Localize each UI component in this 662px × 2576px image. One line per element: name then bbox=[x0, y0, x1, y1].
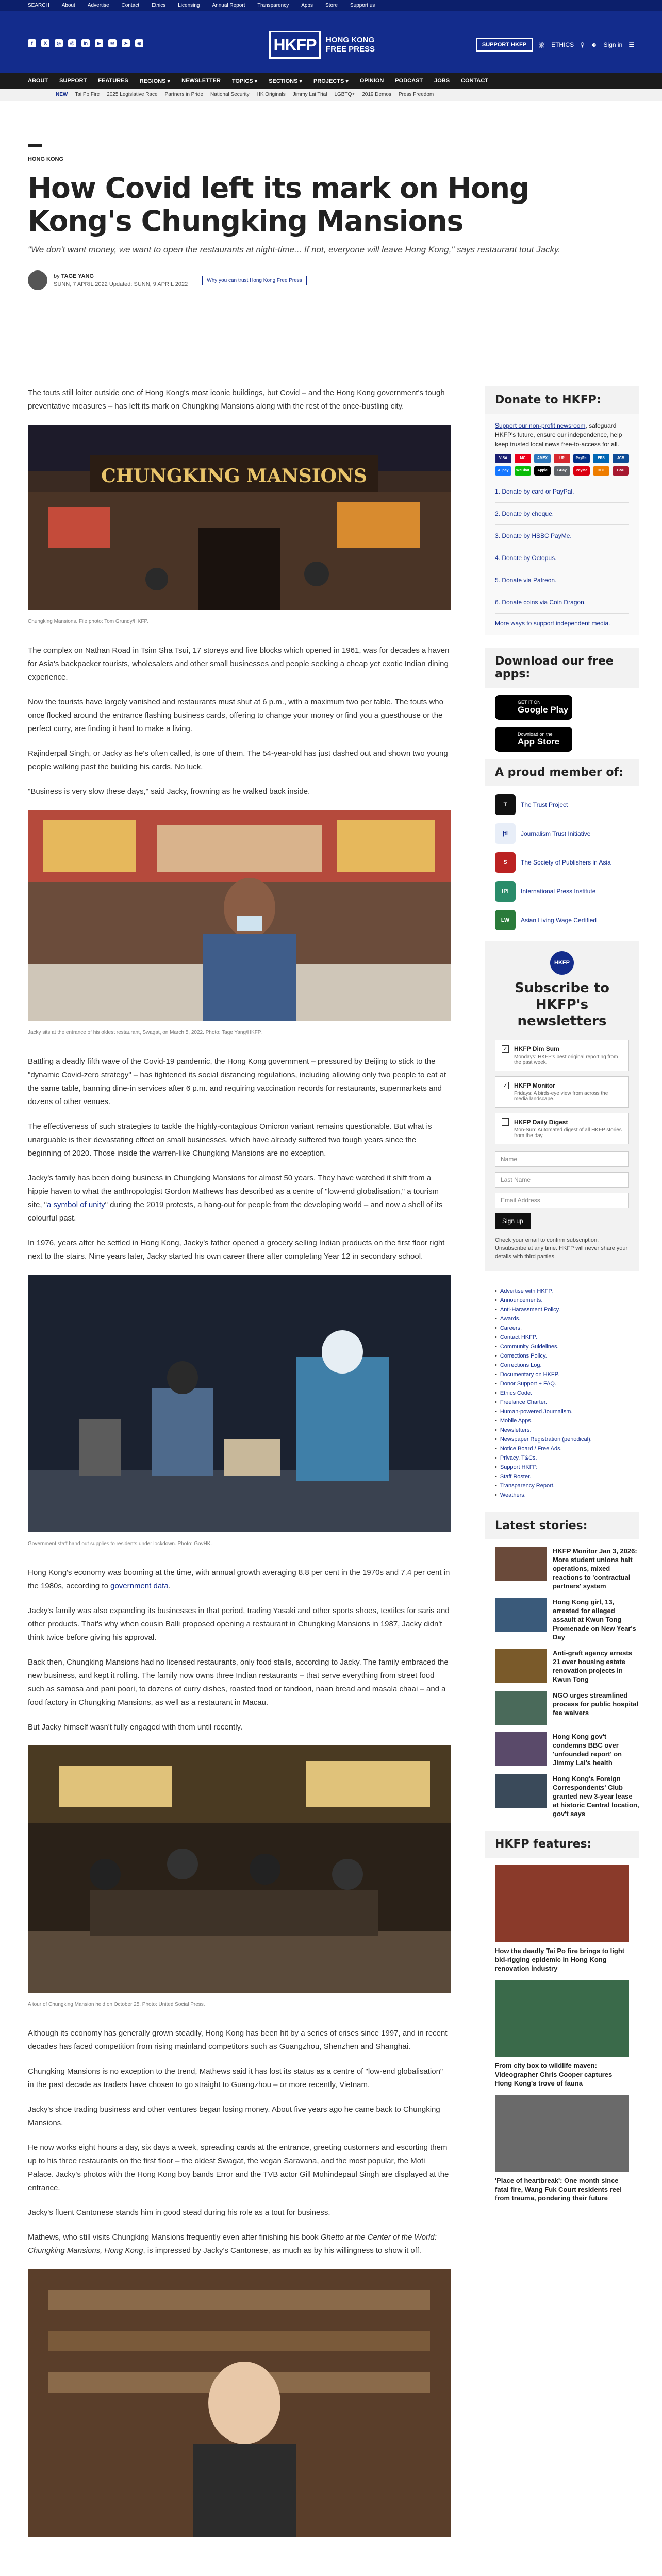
topbar-search[interactable]: SEARCH bbox=[28, 3, 49, 8]
byline-prefix: by bbox=[54, 273, 60, 279]
photo-caption: Chungking Mansions. File photo: Tom Grundy/HKFP. bbox=[28, 619, 148, 624]
paragraph: In 1976, years after he settled in Hong Kong, Jacky's father opened a grocery selling Indian products on the first floor right next to the stairs. Nine years later, Jacky started his own career there after completing Year 12 in secondary school. bbox=[28, 1239, 445, 1261]
topbar-licensing[interactable]: Licensing bbox=[178, 3, 200, 8]
latest-story[interactable]: Anti-graft agency arrests 21 over housing estate renovation projects in Kwun Tong bbox=[495, 1649, 639, 1684]
author-name[interactable]: TAGE YANG bbox=[61, 273, 94, 279]
member-trust-project[interactable]: T The Trust Project bbox=[495, 794, 629, 815]
google-play-button[interactable]: GET IT ON Google Play bbox=[495, 695, 572, 720]
instagram-icon[interactable]: ◎ bbox=[55, 39, 63, 47]
paragraph: The touts still loiter outside one of Hong Kong's most iconic buildings, but Covid – and the Hong Kong government's tough preventative measures – has left its mark on Chungking Mansions along with the rest of the once-bustling city. bbox=[28, 388, 445, 411]
topbar-annual-report[interactable]: Annual Report bbox=[212, 3, 245, 8]
donate-option[interactable]: 3. Donate by HSBC PayMe. bbox=[495, 525, 629, 547]
byline bbox=[28, 270, 636, 290]
telegram-icon[interactable]: ➤ bbox=[122, 39, 130, 47]
nav-podcast[interactable]: PODCAST bbox=[395, 78, 423, 84]
topbar-about[interactable]: About bbox=[61, 3, 75, 8]
about-link[interactable]: • Awards. bbox=[495, 1314, 639, 1324]
paragraph: He now works eight hours a day, six days a week, spreading cards at the entrance, greeting customers and escorting them up to his three restaurants on the first floor – the oldest Swagat, the vegan Saravana, and the most popular, the Moti Palace. Jacky's photos with the Hong Kong boy bands Error and the TVB actor Gill Mohindepaul Singh are displayed at the entrance. bbox=[28, 2143, 449, 2192]
article-title: How Covid left its mark on Hong Kong's Chungking Mansions bbox=[28, 172, 529, 238]
features-title: HKFP features: bbox=[485, 1831, 639, 1858]
about-link[interactable]: • Privacy, T&Cs. bbox=[495, 1453, 639, 1463]
boc-icon: BoC bbox=[613, 466, 629, 476]
newsletter-signup bbox=[485, 941, 639, 1271]
latest-story[interactable]: Hong Kong gov't condemns BBC over 'unfounded report' on Jimmy Lai's health bbox=[495, 1732, 639, 1767]
checkbox[interactable]: ✓ bbox=[502, 1045, 509, 1053]
paragraph: The complex on Nathan Road in Tsim Sha Tsui, 17 storeys and five blocks which opened in 1961, was for decades a haven for Asia's backpacker tourists, wholesalers and other small businesses and people seeking a cheap yet exotic Indian dining experience. bbox=[28, 646, 450, 682]
about-link[interactable]: • Community Guidelines. bbox=[495, 1342, 639, 1351]
support-button[interactable]: SUPPORT HKFP bbox=[476, 38, 533, 52]
donate-option[interactable]: 1. Donate by card or PayPal. bbox=[495, 481, 629, 503]
feature-story[interactable]: 'Place of heartbreak': One month since fatal fire, Wang Fuk Court residents reel from trauma, pondering their future bbox=[495, 2095, 629, 2202]
main-nav bbox=[0, 73, 662, 89]
topbar-support[interactable]: Support us bbox=[350, 3, 375, 8]
article-subtitle: "We don't want money, we want to open the restaurants at night-time... If not, everyone will leave Hong Kong," says restaurant tout Jacky. bbox=[28, 245, 561, 255]
topbar-store[interactable]: Store bbox=[325, 3, 338, 8]
apps-title: Download our free apps: bbox=[485, 648, 639, 688]
member-ipi[interactable]: IPI International Press Institute bbox=[495, 881, 629, 902]
about-link[interactable]: • Donor Support + FAQ. bbox=[495, 1379, 639, 1388]
feature-image bbox=[495, 1865, 629, 1942]
paragraph: Jacky's family was also expanding its businesses in that period, trading Yasaki and other sports shoes, textiles for saris and other products. That's why when cousin Balli proposed opening a restaurant in Chungking Mansions in 1987, Jacky didn't think twice before giving his approval. bbox=[28, 1606, 450, 1642]
living-wage-icon: LW bbox=[495, 910, 516, 930]
article-category[interactable]: HONG KONG bbox=[28, 156, 64, 162]
jti-icon: jti bbox=[495, 823, 516, 844]
social-links bbox=[28, 39, 143, 47]
nav-regions[interactable]: REGIONS ▾ bbox=[139, 78, 171, 84]
paragraph: Chungking Mansions is no exception to the trend, Mathews said it has lost its status as a centre of "low-end globalisation" in the past decade as traders have chosen to go straight to Guangzhou – or more recently, Vietnam. bbox=[28, 2067, 443, 2089]
last-name-field[interactable]: Last Name bbox=[495, 1172, 629, 1188]
email-field[interactable]: Email Address bbox=[495, 1193, 629, 1208]
topbar-apps[interactable]: Apps bbox=[301, 3, 313, 8]
trust-project-icon: T bbox=[495, 794, 516, 815]
about-link[interactable]: • Staff Roster. bbox=[495, 1472, 639, 1481]
feature-image bbox=[495, 2095, 629, 2172]
nav-support[interactable]: SUPPORT bbox=[59, 78, 87, 84]
alipay-icon: Alipay bbox=[495, 466, 511, 476]
paragraph: "Business is very slow these days," said Jacky, frowning as he walked back inside. bbox=[28, 787, 310, 796]
about-links bbox=[485, 1286, 639, 1500]
about-link[interactable]: • Ethics Code. bbox=[495, 1388, 639, 1398]
feature-story[interactable]: How the deadly Tai Po fire brings to light bid-rigging epidemic in Hong Kong renovation industry bbox=[495, 1865, 629, 1973]
paypal-icon: PayPal bbox=[573, 454, 590, 463]
story-thumbnail bbox=[495, 1691, 547, 1725]
book-title: Ghetto at the Center of the World: Chungking Mansions, Hong Kong bbox=[28, 2233, 437, 2255]
linkedin-icon[interactable]: in bbox=[81, 39, 90, 47]
feature-image bbox=[495, 1980, 629, 2057]
nav-about[interactable]: ABOUT bbox=[28, 78, 48, 84]
nav-jobs[interactable]: JOBS bbox=[434, 78, 450, 84]
story-thumbnail bbox=[495, 1547, 547, 1581]
topbar-transparency[interactable]: Transparency bbox=[257, 3, 289, 8]
x-icon[interactable]: X bbox=[41, 39, 49, 47]
about-link[interactable]: • Notice Board / Free Ads. bbox=[495, 1444, 639, 1453]
wechat-icon: WeChat bbox=[515, 466, 531, 476]
story-thumbnail bbox=[495, 1598, 547, 1632]
photo-illustration bbox=[28, 810, 451, 1021]
signin-link[interactable]: Sign in bbox=[603, 41, 623, 48]
feature-story[interactable]: From city box to wildlife maven: Videographer Chris Cooper captures Hong Kong's trove of fauna bbox=[495, 1980, 629, 2088]
logo-mark: HKFP bbox=[269, 31, 321, 59]
donate-option[interactable]: 6. Donate coins via Coin Dragon. bbox=[495, 591, 629, 614]
about-link[interactable]: • Announcements. bbox=[495, 1296, 639, 1305]
kicker-bar bbox=[28, 144, 42, 147]
trending-item[interactable]: National Security bbox=[210, 92, 250, 97]
mastercard-icon: MC bbox=[515, 454, 531, 463]
nav-features[interactable]: FEATURES bbox=[98, 78, 128, 84]
story-thumbnail bbox=[495, 1649, 547, 1683]
nav-projects[interactable]: PROJECTS ▾ bbox=[313, 78, 349, 84]
facebook-icon[interactable]: f bbox=[28, 39, 36, 47]
nav-contact[interactable]: CONTACT bbox=[461, 78, 489, 84]
photo-illustration bbox=[28, 425, 451, 610]
site-logo[interactable] bbox=[269, 31, 393, 59]
about-link[interactable]: • Freelance Charter. bbox=[495, 1398, 639, 1407]
nav-topics[interactable]: TOPICS ▾ bbox=[231, 78, 258, 84]
checkbox[interactable]: ✓ bbox=[502, 1082, 509, 1089]
government-data-link[interactable]: government data bbox=[110, 1582, 169, 1590]
latest-story[interactable]: Hong Kong girl, 13, arrested for alleged assault at Kwun Tong Promenade on New Year's Day bbox=[495, 1598, 639, 1641]
threads-icon[interactable]: @ bbox=[68, 39, 76, 47]
member-jti[interactable]: jti Journalism Trust Initiative bbox=[495, 823, 629, 844]
payment-methods bbox=[495, 454, 629, 476]
donate-support-link[interactable]: Support our non-profit newsroom bbox=[495, 422, 586, 429]
latest-title: Latest stories: bbox=[485, 1512, 639, 1539]
article-body bbox=[28, 386, 451, 2542]
paragraph: Rajinderpal Singh, or Jacky as he's often called, is one of them. The 54-year-old has just dashed out and shown two young people walking past the building his cards. No luck. bbox=[28, 749, 448, 771]
about-link[interactable]: • Transparency Report. bbox=[495, 1481, 639, 1490]
member-sopa[interactable]: S The Society of Publishers in Asia bbox=[495, 852, 629, 873]
about-link[interactable]: • Careers. bbox=[495, 1324, 639, 1333]
topbar-contact[interactable]: Contact bbox=[121, 3, 139, 8]
menu-icon[interactable]: ☰ bbox=[628, 41, 634, 48]
member-living-wage[interactable]: LW Asian Living Wage Certified bbox=[495, 910, 629, 930]
amex-icon: AMEX bbox=[534, 454, 551, 463]
jcb-icon: JCB bbox=[613, 454, 629, 463]
sopa-icon: S bbox=[495, 852, 516, 873]
payme-icon: PayMe bbox=[573, 466, 590, 476]
octopus-icon: OCT bbox=[593, 466, 609, 476]
donate-title: Donate to HKFP: bbox=[485, 386, 639, 414]
about-link[interactable]: • Advertise with HKFP. bbox=[495, 1286, 639, 1296]
newsletter-option[interactable]: HKFP Daily Digest Mon-Sun: Automated digest of all HKFP stories from the day. bbox=[495, 1113, 629, 1144]
donate-option[interactable]: 2. Donate by cheque. bbox=[495, 503, 629, 525]
story-thumbnail bbox=[495, 1774, 547, 1808]
rss-icon[interactable]: ◉ bbox=[135, 39, 143, 47]
article-photo-mathews bbox=[28, 2269, 451, 2537]
newsletter-title: Subscribe to HKFP's newsletters bbox=[514, 980, 610, 1029]
checkbox[interactable] bbox=[502, 1118, 509, 1126]
new-badge: NEW bbox=[56, 92, 68, 97]
trending-item[interactable]: Tai Po Fire bbox=[75, 92, 100, 97]
site-header bbox=[0, 11, 662, 73]
photo-caption: A tour of Chungking Mansion held on October 25. Photo: United Social Press. bbox=[28, 2002, 205, 2007]
donate-option[interactable]: 4. Donate by Octopus. bbox=[495, 547, 629, 569]
trending-item[interactable]: 2019 Demos bbox=[362, 92, 391, 97]
publish-dates: SUNN, 7 APRIL 2022 Updated: SUNN, 9 APRIL 2022 bbox=[54, 281, 188, 287]
nav-opinion[interactable]: OPINION bbox=[359, 78, 384, 84]
about-link[interactable]: • Human-powered Journalism. bbox=[495, 1407, 639, 1416]
trending-nav bbox=[0, 89, 662, 101]
visa-icon: VISA bbox=[495, 454, 511, 463]
story-thumbnail bbox=[495, 1732, 547, 1766]
author-avatar bbox=[28, 270, 47, 290]
article-header bbox=[28, 144, 636, 310]
paragraph: Although its economy has generally grown steadily, Hong Kong has been hit by a series of crises since 1997, and in recent decades has faced competition from rising mainland competitors such as Guangzhou, Shenzhen and Shanghai. bbox=[28, 2029, 448, 2051]
user-icon[interactable]: ☻ bbox=[590, 41, 598, 48]
applepay-icon: Apple bbox=[534, 466, 551, 476]
paragraph: Jacky's family has been doing business in Chungking Mansions for almost 50 years. They have watched it shift from a hippie haven to what the anthropologist Gordon Mathews has described as a centre of "low-end globalisation," a tourism site, "a symbol of unity" during the 2019 protests, a hang-out for people from the developing world – and now a shell of its colourful past. bbox=[28, 1174, 443, 1223]
donate-panel: Support our non-profit newsroom, safeguard HKFP's future, ensure our independence, help keep trusted local news free-to-access for all. VISA MC AMEX UP PayPal FPS JCB Alipay WeChat Apple GPay PayMe OCT BoC 1. Donate by card or PayPal. 2. Donate by cheque. 3. Donate by HSBC PayMe. 4. Donate by Octopus. 5. Donate via Patreon. 6. Donate coins via Coin Dragon. More ways to support independent media. bbox=[485, 414, 639, 635]
email-icon[interactable]: ✉ bbox=[108, 39, 117, 47]
newsletter-option[interactable]: ✓ HKFP Dim Sum Mondays: HKFP's best original reporting from the past week. bbox=[495, 1040, 629, 1071]
about-link[interactable]: • Corrections Policy. bbox=[495, 1351, 639, 1361]
photo-caption: Jacky sits at the entrance of his oldest restaurant, Swagat, on March 5, 2022. Photo: Tage Yang/HKFP. bbox=[28, 1030, 262, 1036]
trust-link[interactable]: Why you can trust Hong Kong Free Press bbox=[202, 276, 307, 285]
paragraph: Battling a deadly fifth wave of the Covid-19 pandemic, the Hong Kong government – pressured by Beijing to stick to the "dynamic Covid-zero strategy" – has tightened its social distancing regulations, including allowing only two people to eat at the same table, banning dine-in services after 6 p.m. and requiring vaccination records for restaurants, supermarkets and dozens of other venues. bbox=[28, 1057, 446, 1106]
member-title: A proud member of: bbox=[485, 759, 639, 786]
trending-item[interactable]: LGBTQ+ bbox=[334, 92, 355, 97]
nav-sections[interactable]: SECTIONS ▾ bbox=[269, 78, 302, 84]
photo-illustration bbox=[28, 1745, 451, 1993]
sidebar bbox=[485, 386, 639, 2202]
article-photo-chungking bbox=[28, 425, 451, 610]
logo-line-2: FREE PRESS bbox=[326, 45, 375, 54]
youtube-icon[interactable]: ▶ bbox=[95, 39, 103, 47]
ethics-link[interactable]: ETHICS bbox=[551, 41, 574, 48]
about-link[interactable]: • Anti-Harassment Policy. bbox=[495, 1305, 639, 1314]
paragraph: Hong Kong's economy was booming at the time, with annual growth averaging 8.8 per cent in the 1970s and 7.4 per cent in the 1980s, according to government data. bbox=[28, 1568, 450, 1590]
more-ways-link[interactable]: More ways to support independent media. bbox=[495, 620, 610, 627]
latest-story[interactable]: HKFP Monitor Jan 3, 2026: More student unions halt operations, mixed reactions to 'contractual partners' system bbox=[495, 1547, 639, 1590]
language-toggle[interactable]: 繁 bbox=[539, 41, 545, 49]
symbol-of-unity-link[interactable]: a symbol of unity bbox=[47, 1200, 105, 1209]
ipi-icon: IPI bbox=[495, 881, 516, 902]
unionpay-icon: UP bbox=[554, 454, 570, 463]
trending-item[interactable]: HK Originals bbox=[256, 92, 286, 97]
trending-item[interactable]: Partners in Pride bbox=[164, 92, 204, 97]
paragraph: The effectiveness of such strategies to tackle the highly-contagious Omicron variant remains questionable. But what is unarguable is their devastating effect on small businesses, which have already suffered two tough years since the beginning of 2020. Those inside the warren-like Chungking Mansions are no exception. bbox=[28, 1122, 432, 1158]
svg-text:CHUNGKING MANSIONS: CHUNGKING MANSIONS bbox=[101, 465, 367, 487]
app-store-button[interactable]: Download on the App Store bbox=[495, 727, 572, 752]
fps-icon: FPS bbox=[593, 454, 609, 463]
about-link[interactable]: • Corrections Log. bbox=[495, 1361, 639, 1370]
hkfp-logo-icon: HKFP bbox=[550, 951, 574, 975]
first-name-field[interactable]: Name bbox=[495, 1151, 629, 1167]
topbar-advertise[interactable]: Advertise bbox=[87, 3, 109, 8]
logo-line-1: HONG KONG bbox=[326, 36, 375, 44]
utility-bar bbox=[0, 0, 662, 11]
header-actions bbox=[476, 38, 634, 52]
about-link[interactable]: • Newspaper Registration (periodical). bbox=[495, 1435, 639, 1444]
googlepay-icon: GPay bbox=[554, 466, 570, 476]
paragraph: But Jacky himself wasn't fully engaged with them until recently. bbox=[28, 1723, 243, 1732]
nav-newsletter[interactable]: NEWSLETTER bbox=[181, 78, 221, 84]
search-icon[interactable]: ⚲ bbox=[580, 41, 585, 48]
paragraph: Now the tourists have largely vanished and restaurants must shut at 6 p.m., with a maximum two per table. The touts who once flocked around the entrance flashing business cards, offering to change your money or find you a guesthouse or the perfect curry, are finding it hard to make a living. bbox=[28, 698, 443, 733]
about-link[interactable]: • Contact HKFP. bbox=[495, 1333, 639, 1342]
signup-button[interactable]: Sign up bbox=[495, 1213, 531, 1229]
trending-item[interactable]: 2025 Legislative Race bbox=[107, 92, 158, 97]
latest-story[interactable]: NGO urges streamlined process for public hospital fee waivers bbox=[495, 1691, 639, 1725]
trending-item[interactable]: Press Freedom bbox=[398, 92, 434, 97]
photo-illustration bbox=[28, 2269, 451, 2537]
donate-option[interactable]: 5. Donate via Patreon. bbox=[495, 569, 629, 591]
paragraph: Mathews, who still visits Chungking Mansions frequently even after finishing his book Ghetto at the Center of the World: Chungking Mansions, Hong Kong, is impressed by Jacky's Cantonese, as much as by his willingness to show it off. bbox=[28, 2233, 437, 2255]
article-photo-lockdown bbox=[28, 1275, 451, 1532]
paragraph: Jacky's fluent Cantonese stands him in good stead during his role as a tout for business. bbox=[28, 2208, 330, 2217]
about-link[interactable]: • Mobile Apps. bbox=[495, 1416, 639, 1426]
photo-illustration bbox=[28, 1275, 451, 1532]
about-link[interactable]: • Documentary on HKFP. bbox=[495, 1370, 639, 1379]
about-link[interactable]: • Weathers. bbox=[495, 1490, 639, 1500]
latest-story[interactable]: Hong Kong's Foreign Correspondents' Club granted new 3-year lease at historic Central location, gov't says bbox=[495, 1774, 639, 1818]
about-link[interactable]: • Support HKFP. bbox=[495, 1463, 639, 1472]
paragraph: Jacky's shoe trading business and other ventures began losing money. About five years ago he came back to Chungking Mansions. bbox=[28, 2105, 440, 2127]
article-photo-jacky bbox=[28, 810, 451, 1021]
trending-item[interactable]: Jimmy Lai Trial bbox=[292, 92, 327, 97]
newsletter-option[interactable]: ✓ HKFP Monitor Fridays: A birds-eye view from across the media landscape. bbox=[495, 1076, 629, 1108]
about-link[interactable]: • Newsletters. bbox=[495, 1426, 639, 1435]
subscription-note: Check your email to confirm subscription. Unsubscribe at any time. HKFP will never share your details with third parties. bbox=[495, 1237, 628, 1260]
paragraph: Back then, Chungking Mansions had no licensed restaurants, only food stalls, according to Jacky. The family embraced the new business, and kept it rolling. The family now owns three Indian restaurants – that serve everything from street food such as samosa and pani poori, to dozens of curry dishes, roasted food or tandoori, naan bread and masala chaai – and a food factory in Chungking Mansions, as well as a restaurant in Macau. bbox=[28, 1658, 449, 1707]
photo-caption: Government staff hand out supplies to residents under lockdown. Photo: GovHK. bbox=[28, 1541, 212, 1547]
article-photo-tour bbox=[28, 1745, 451, 1993]
topbar-ethics[interactable]: Ethics bbox=[151, 3, 166, 8]
